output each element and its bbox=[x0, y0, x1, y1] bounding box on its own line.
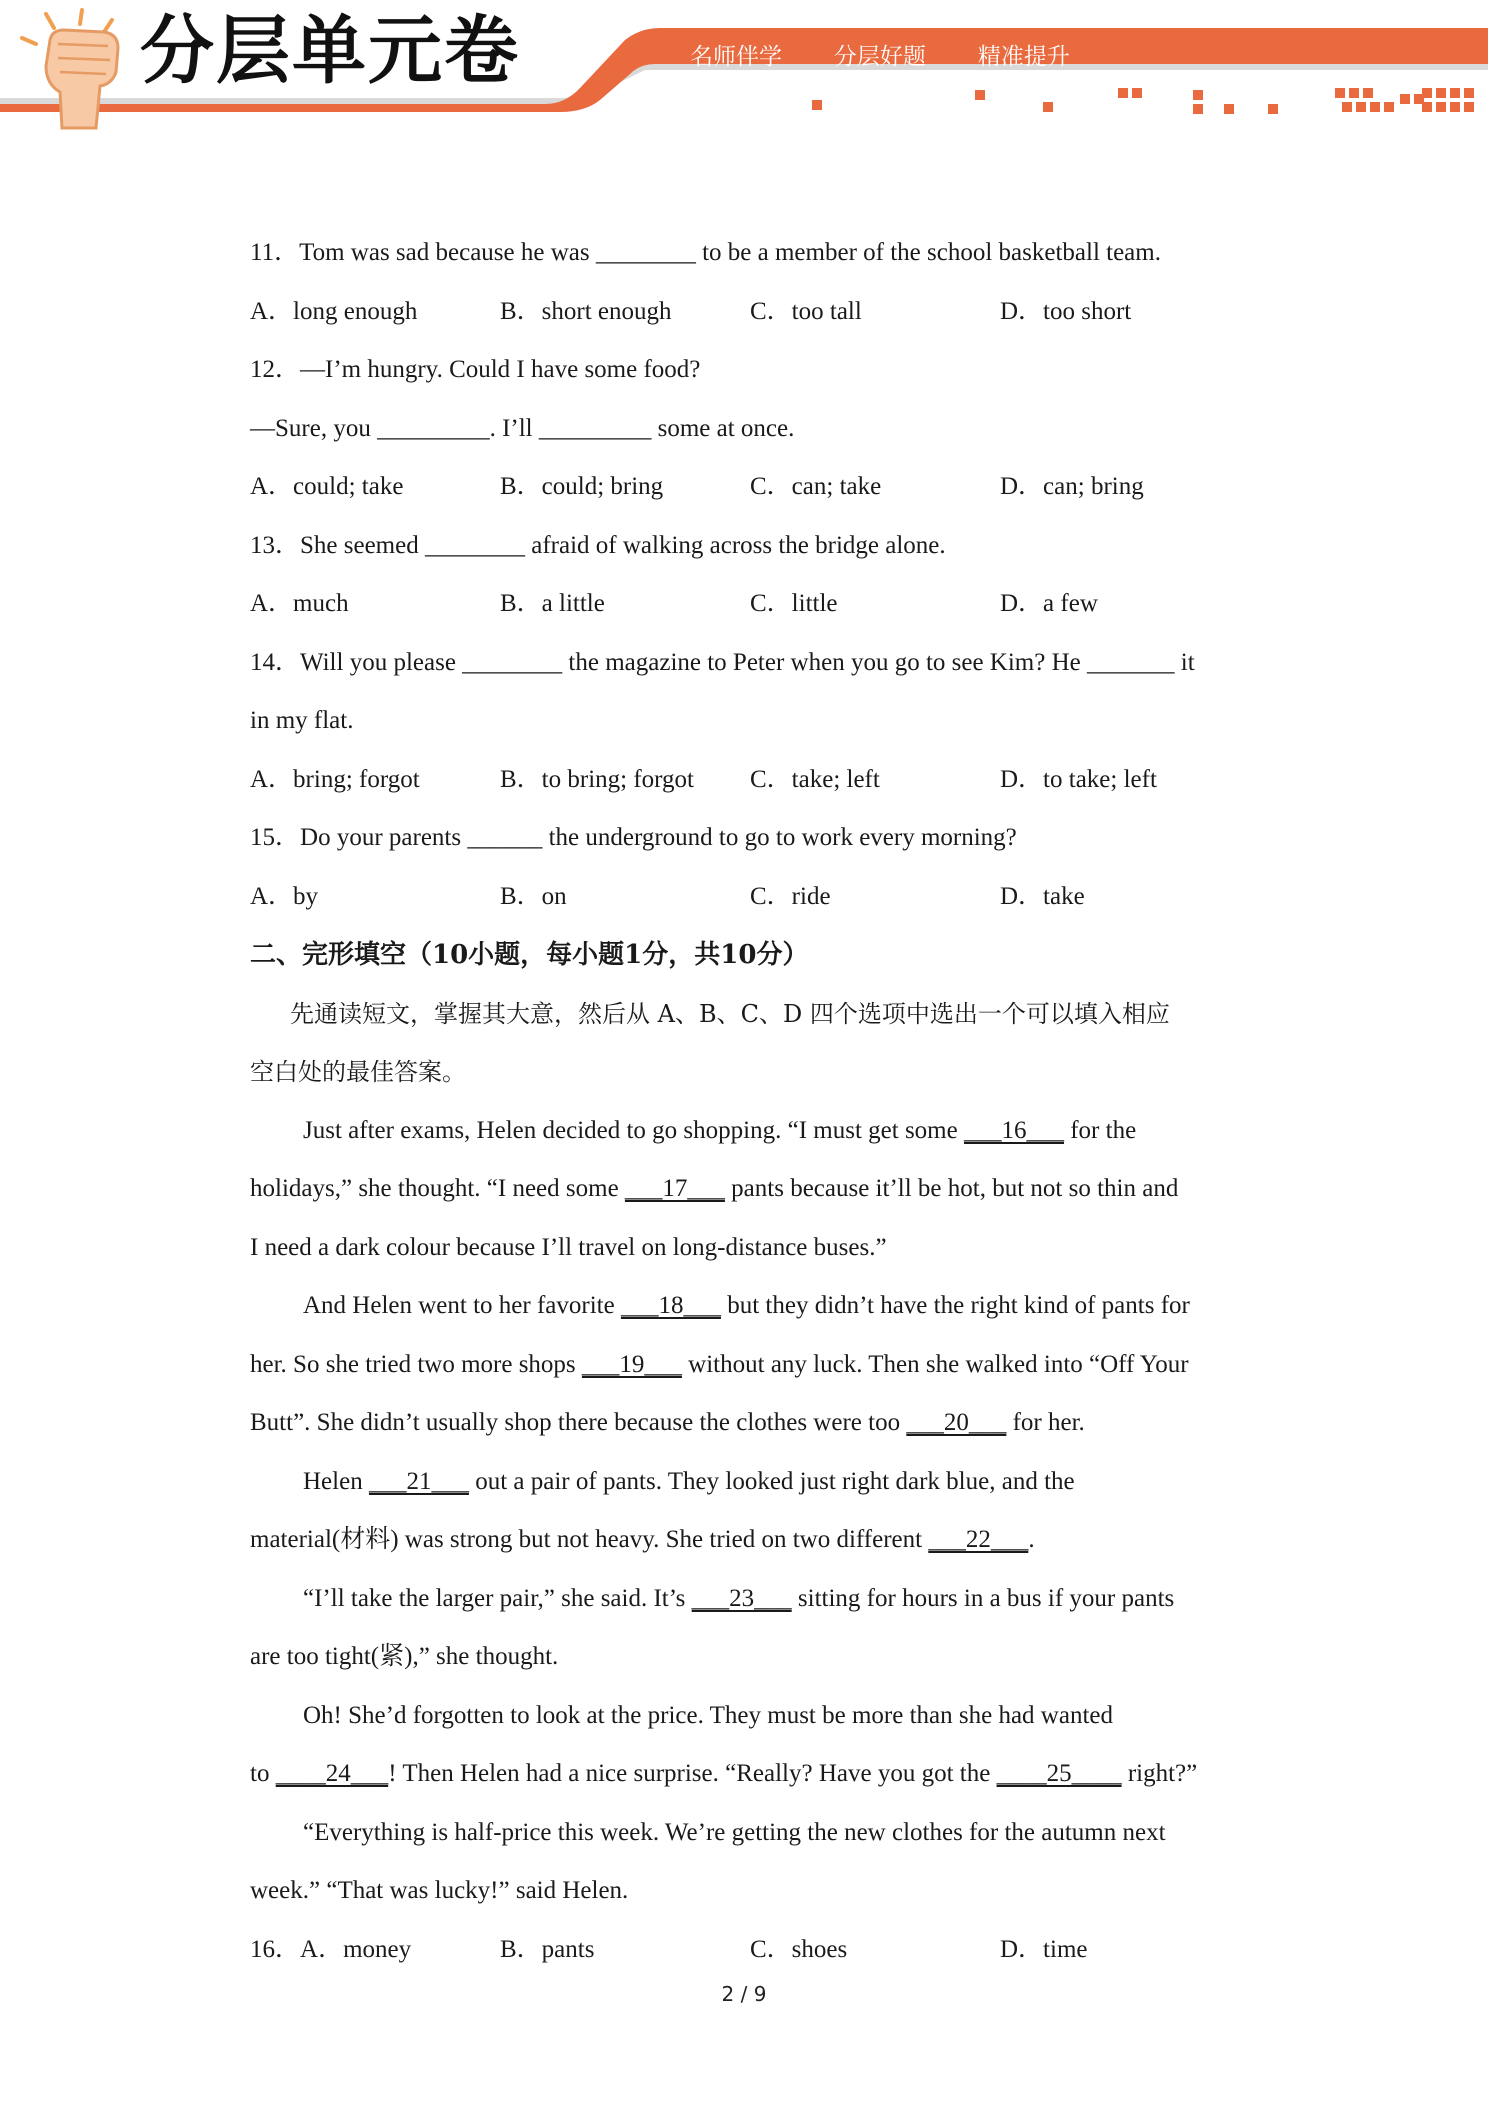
question-12-stem: 12．—I’m hungry. Could I have some food? bbox=[250, 356, 701, 383]
option-d: D．can; bring bbox=[1000, 473, 1144, 500]
question-16-options bbox=[250, 1921, 1250, 1980]
brand-title: 分层单元卷 bbox=[140, 8, 520, 94]
question-12-options bbox=[250, 458, 1250, 517]
question-14-options bbox=[250, 751, 1250, 810]
blank-19: ___19___ bbox=[581, 1350, 682, 1378]
blank-24: ____24___ bbox=[275, 1760, 389, 1787]
passage-line: I need a dark colour because I’ll travel on long-distance buses.” bbox=[250, 1233, 887, 1261]
question-13-options bbox=[250, 575, 1250, 634]
page-header bbox=[0, 0, 1488, 140]
blank-25: ____25____ bbox=[996, 1760, 1122, 1787]
blank-21: ___21___ bbox=[368, 1467, 469, 1495]
blank-17: ___17___ bbox=[624, 1175, 725, 1202]
option-c: C．ride bbox=[750, 882, 831, 910]
document-body bbox=[250, 224, 1250, 1979]
passage-line: material(材料) was strong but not heavy. She tried on two different ___22___. bbox=[250, 1526, 1035, 1553]
option-d: D．a few bbox=[1000, 590, 1098, 617]
question-11-options bbox=[250, 283, 1250, 342]
option-c: C．shoes bbox=[750, 1935, 848, 1963]
section-instruction-line2: 空白处的最佳答案。 bbox=[250, 1058, 466, 1086]
option-a: A．by bbox=[250, 882, 319, 910]
option-a: A．long enough bbox=[250, 297, 418, 325]
passage-line: holidays,” she thought. “I need some ___17___ pants because it’ll be hot, but not so thin and bbox=[250, 1175, 1179, 1202]
passage-line: Just after exams, Helen decided to go shopping. “I must get some ___16___ for the bbox=[303, 1116, 1137, 1144]
option-a: 16．A．money bbox=[250, 1935, 412, 1963]
option-c: C．take; left bbox=[750, 765, 880, 793]
option-a: A．much bbox=[250, 590, 349, 617]
option-d: D．time bbox=[1000, 1935, 1088, 1963]
option-c: C．too tall bbox=[750, 297, 862, 325]
passage-line: “I’ll take the larger pair,” she said. It’s ___23___ sitting for hours in a bus if your pants bbox=[303, 1584, 1175, 1612]
option-c: C．little bbox=[750, 590, 838, 617]
passage-line: to ____24___! Then Helen had a nice surprise. “Really? Have you got the ____25____ right?” bbox=[250, 1760, 1198, 1787]
passage-line: “Everything is half-price this week. We’re getting the new clothes for the autumn next bbox=[303, 1818, 1166, 1846]
decorative-squares bbox=[812, 88, 1474, 114]
passage-line: Oh! She’d forgotten to look at the price. They must be more than she had wanted bbox=[303, 1701, 1113, 1729]
section-instruction: 先通读短文，掌握其大意，然后从 A、B、C、D 四个选项中选出一个可以填入相应 bbox=[290, 999, 1170, 1028]
option-a: A．bring; forgot bbox=[250, 765, 420, 793]
blank-23: ___23___ bbox=[691, 1584, 792, 1612]
option-b: B．a little bbox=[500, 590, 605, 617]
option-d: D．take bbox=[1000, 882, 1085, 910]
header-slogan: 名师伴学 分层好题 精准提升 bbox=[690, 44, 1070, 70]
question-14-stem-line2: in my flat. bbox=[250, 707, 354, 734]
section-heading: 二、完形填空（10小题，每小题1分，共10分） bbox=[250, 940, 809, 970]
passage-line: her. So she tried two more shops ___19___ without any luck. Then she walked into “Off Your bbox=[250, 1350, 1189, 1378]
question-12-stem-line2: —Sure, you _________. I’ll _________ some at once. bbox=[250, 414, 795, 442]
option-c: C．can; take bbox=[750, 473, 882, 500]
option-b: B．short enough bbox=[500, 297, 672, 325]
option-b: B．could; bring bbox=[500, 473, 664, 500]
question-13-stem: 13．She seemed ________ afraid of walking across the bridge alone. bbox=[250, 531, 946, 559]
blank-18: ___18___ bbox=[620, 1292, 721, 1319]
page-number: 2 / 9 bbox=[721, 1982, 767, 2006]
passage-line: Helen ___21___ out a pair of pants. They looked just right dark blue, and the bbox=[303, 1467, 1075, 1495]
blank-16: ___16___ bbox=[963, 1116, 1064, 1144]
passage-line: week.” “That was lucky!” said Helen. bbox=[250, 1877, 629, 1904]
passage-line: are too tight(紧),” she thought. bbox=[250, 1643, 559, 1670]
option-a: A．could; take bbox=[250, 473, 404, 500]
option-b: B．to bring; forgot bbox=[500, 765, 694, 793]
question-number: 16． bbox=[250, 1935, 301, 1963]
question-14-stem: 14．Will you please ________ the magazine to Peter when you go to see Kim? He _______ it bbox=[250, 648, 1195, 676]
option-b: B．on bbox=[500, 882, 567, 910]
option-d: D．too short bbox=[1000, 297, 1132, 325]
question-15-options bbox=[250, 868, 1250, 927]
passage-line: And Helen went to her favorite ___18___ but they didn’t have the right kind of pants for bbox=[303, 1292, 1190, 1319]
option-d: D．to take; left bbox=[1000, 765, 1157, 793]
question-15-stem: 15．Do your parents ______ the underground to go to work every morning? bbox=[250, 824, 1017, 851]
blank-20: ___20___ bbox=[906, 1409, 1007, 1436]
passage-line: Butt”. She didn’t usually shop there because the clothes were too ___20___ for her. bbox=[250, 1409, 1085, 1436]
question-11-stem: 11．Tom was sad because he was ________ to be a member of the school basketball team. bbox=[250, 239, 1161, 266]
option-b: B．pants bbox=[500, 1935, 595, 1963]
blank-22: ___22___ bbox=[928, 1526, 1029, 1553]
